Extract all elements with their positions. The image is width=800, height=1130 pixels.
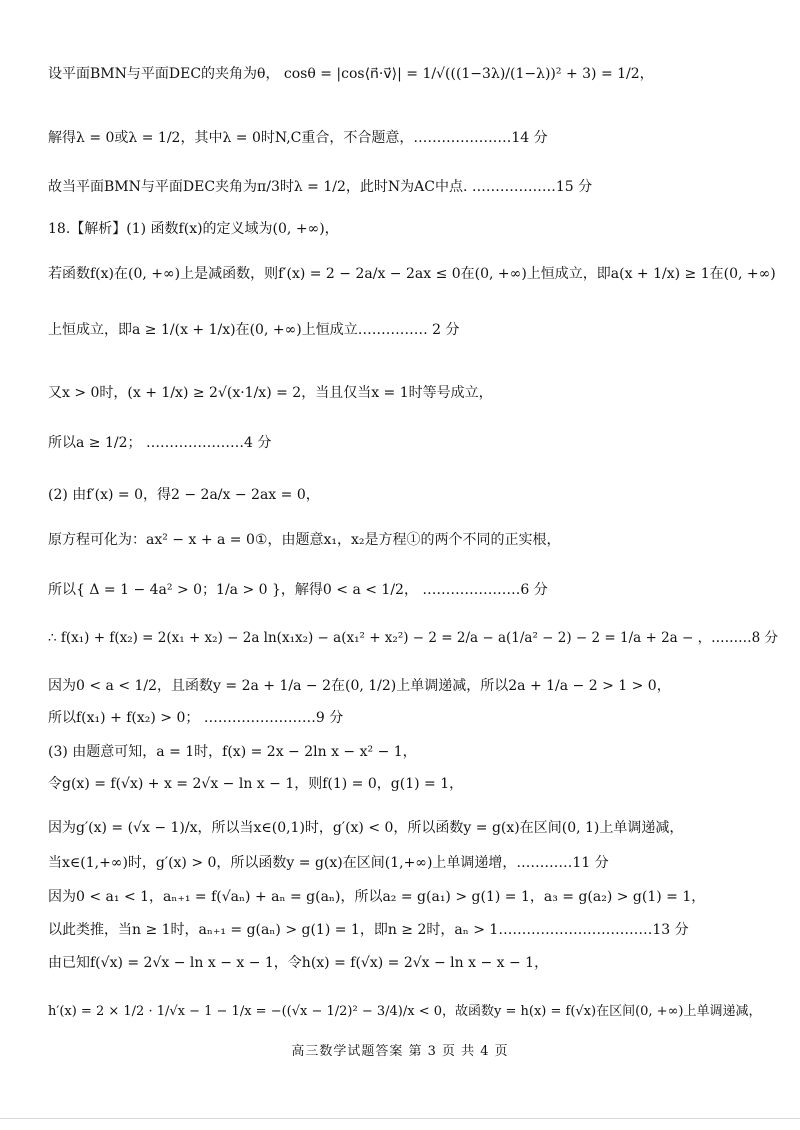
text-line-12: ∴ f(x₁) + f(x₂) = 2(x₁ + x₂) − 2a ln(x₁x₂) − a(x₁² + x₂²) − 2 = 2/a − a(1/a² − 2) − 2 = 1/a + 2a − ，………8 分 bbox=[48, 630, 779, 646]
text-line-6: 上恒成立，即a ≥ 1/(x + 1/x)在(0, +∞)上恒成立…………… 2 分 bbox=[48, 322, 460, 338]
text-line-2: 解得λ = 0或λ = 1/2，其中λ = 0时N,C重合，不合题意，…………………14 分 bbox=[48, 130, 548, 146]
text-line-16: 令g(x) = f(√x) + x = 2√x − ln x − 1，则f(1) = 0，g(1) = 1， bbox=[48, 776, 464, 792]
text-line-14: 所以f(x₁) + f(x₂) > 0； ……………………9 分 bbox=[48, 710, 344, 726]
text-line-3: 故当平面BMN与平面DEC夹角为π/3时λ = 1/2，此时N为AC中点. ………………15 分 bbox=[48, 179, 593, 195]
text-line-18: 当x∈(1,+∞)时，g′(x) > 0，所以函数y = g(x)在区间(1,+∞)上单调递增，…………11 分 bbox=[48, 855, 609, 871]
text-line-20: 以此类推，当n ≥ 1时，aₙ₊₁ = g(aₙ) > g(1) = 1，即n ≥ 2时，aₙ > 1……………………………13 分 bbox=[48, 922, 689, 938]
text-line-11: 所以{ Δ = 1 − 4a² > 0；1/a > 0 }，解得0 < a < 1/2， …………………6 分 bbox=[48, 582, 548, 598]
part-3-title: (3) 由题意可知，a = 1时，f(x) = 2x − 2ln x − x² − 1， bbox=[48, 744, 417, 760]
text-line-13: 因为0 < a < 1/2，且函数y = 2a + 1/a − 2在(0, 1/2)上单调递减，所以2a + 1/a − 2 > 1 > 0， bbox=[48, 678, 671, 694]
section-18-title: 18.【解析】(1) 函数f(x)的定义域为(0, +∞)， bbox=[48, 221, 339, 237]
text-line-10: 原方程可化为：ax² − x + a = 0①，由题意x₁，x₂是方程①的两个不同的正实根， bbox=[48, 532, 561, 548]
text-line-7: 又x > 0时，(x + 1/x) ≥ 2√(x·1/x) = 2，当且仅当x = 1时等号成立， bbox=[48, 385, 493, 401]
text-line-5: 若函数f(x)在(0, +∞)上是减函数，则f′(x) = 2 − 2a/x − 2ax ≤ 0在(0, +∞)上恒成立，即a(x + 1/x) ≥ 1在(0, +∞) bbox=[48, 266, 776, 282]
text-line-1: 设平面BMN与平面DEC的夹角为θ， cosθ = |cos⟨n⃗·v⃗⟩| = 1/√(((1−3λ)/(1−λ))² + 3) = 1/2， bbox=[48, 66, 654, 82]
part-2-title: (2) 由f′(x) = 0，得2 − 2a/x − 2ax = 0， bbox=[48, 487, 320, 503]
text-line-22: h′(x) = 2 × 1/2 · 1/√x − 1 − 1/x = −((√x − 1/2)² − 3/4)/x < 0，故函数y = h(x) = f(√x)在区间(0, +∞)上单调递减， bbox=[48, 1004, 762, 1019]
page-footer: 高三数学试题答案 第 3 页 共 4 页 bbox=[291, 1044, 509, 1059]
text-line-19: 因为0 < a₁ < 1，aₙ₊₁ = f(√aₙ) + aₙ = g(aₙ)，所以a₂ = g(a₁) > g(1) = 1，a₃ = g(a₂) > g(1) = 1， bbox=[48, 889, 706, 905]
text-line-17: 因为g′(x) = (√x − 1)/x，所以当x∈(0,1)时，g′(x) < 0，所以函数y = g(x)在区间(0, 1)上单调递减， bbox=[48, 820, 684, 836]
text-line-8: 所以a ≥ 1/2； …………………4 分 bbox=[48, 435, 272, 451]
bottom-divider bbox=[0, 1118, 800, 1119]
text-line-21: 由已知f(√x) = 2√x − ln x − x − 1，令h(x) = f(√x) = 2√x − ln x − x − 1， bbox=[48, 955, 549, 971]
